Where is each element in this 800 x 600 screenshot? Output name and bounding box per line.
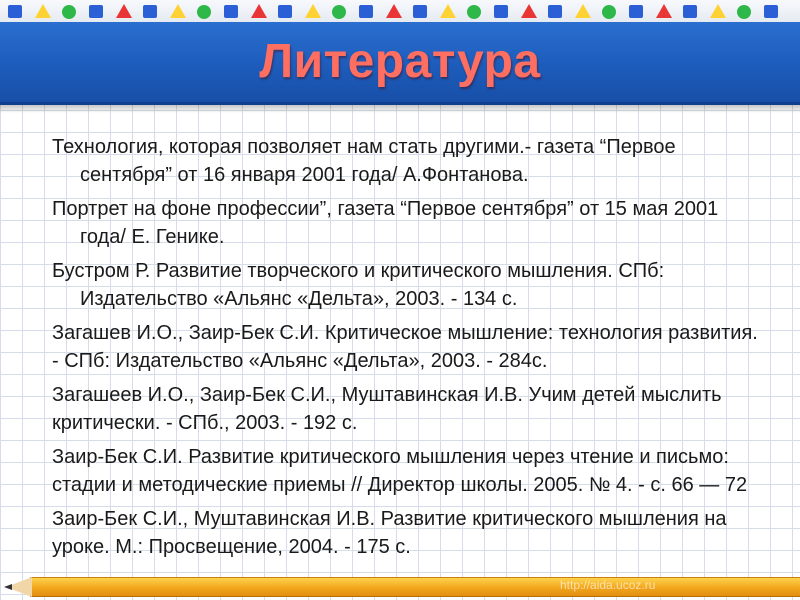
pencil-lead [4, 584, 12, 590]
pencil-decoration [0, 573, 800, 600]
watermark: http://aida.ucoz.ru [560, 578, 656, 592]
reference-item: Технология, которая позволяет нам стать другими.- газета “Первое сентября” от 16 января 2001 года/ А.Фонтанова. [52, 136, 676, 186]
blue-square-icon [683, 5, 697, 18]
blue-square-icon [143, 5, 157, 18]
blue-square-icon [494, 5, 508, 18]
red-triangle-icon [656, 4, 672, 18]
yellow-triangle-icon [170, 4, 186, 18]
red-triangle-icon [386, 4, 402, 18]
reference-item: Загашеев И.О., Заир-Бек С.И., Муштавинская И.В. Учим детей мыслить критически. - СПб., 2003. - 192 с. [52, 384, 722, 434]
yellow-triangle-icon [575, 4, 591, 18]
blue-square-icon [8, 5, 22, 18]
green-circle-icon [602, 5, 616, 19]
red-triangle-icon [251, 4, 267, 18]
reference-item: Портрет на фоне профессии”, газета “Первое сентября” от 15 мая 2001 года/ Е. Генике. [52, 198, 719, 248]
blue-square-icon [359, 5, 373, 18]
yellow-triangle-icon [305, 4, 321, 18]
blue-square-icon [764, 5, 778, 18]
decorative-shapes-strip [0, 0, 800, 23]
red-triangle-icon [116, 4, 132, 18]
green-circle-icon [332, 5, 346, 19]
pencil-body [30, 577, 800, 597]
green-circle-icon [62, 5, 76, 19]
page-title: Литература [259, 35, 541, 88]
red-triangle-icon [521, 4, 537, 18]
green-circle-icon [737, 5, 751, 19]
yellow-triangle-icon [710, 4, 726, 18]
yellow-triangle-icon [440, 4, 456, 18]
green-circle-icon [197, 5, 211, 19]
blue-square-icon [278, 5, 292, 18]
reference-list [52, 133, 764, 567]
reference-item: Бустром Р. Развитие творческого и критического мышления. СПб: Издательство «Альянс «Дельта», 2003. - 134 с. [52, 260, 665, 310]
blue-square-icon [89, 5, 103, 18]
reference-item: Заир-Бек С.И. Развитие критического мышления через чтение и письмо: стадии и методические приемы // Директор школы. 2005. № 4. - с. 66 — 72 [52, 446, 748, 496]
blue-square-icon [413, 5, 427, 18]
blue-square-icon [548, 5, 562, 18]
reference-item: Загашев И.О., Заир-Бек С.И. Критическое мышление: технология развития. - СПб: Издательство «Альянс «Дельта», 2003. - 284с. [52, 322, 758, 372]
blue-square-icon [224, 5, 238, 18]
green-circle-icon [467, 5, 481, 19]
yellow-triangle-icon [35, 4, 51, 18]
reference-item: Заир-Бек С.И., Муштавинская И.В. Развитие критического мышления на уроке. М.: Просвещение, 2004. - 175 с. [52, 508, 727, 558]
blue-square-icon [629, 5, 643, 18]
